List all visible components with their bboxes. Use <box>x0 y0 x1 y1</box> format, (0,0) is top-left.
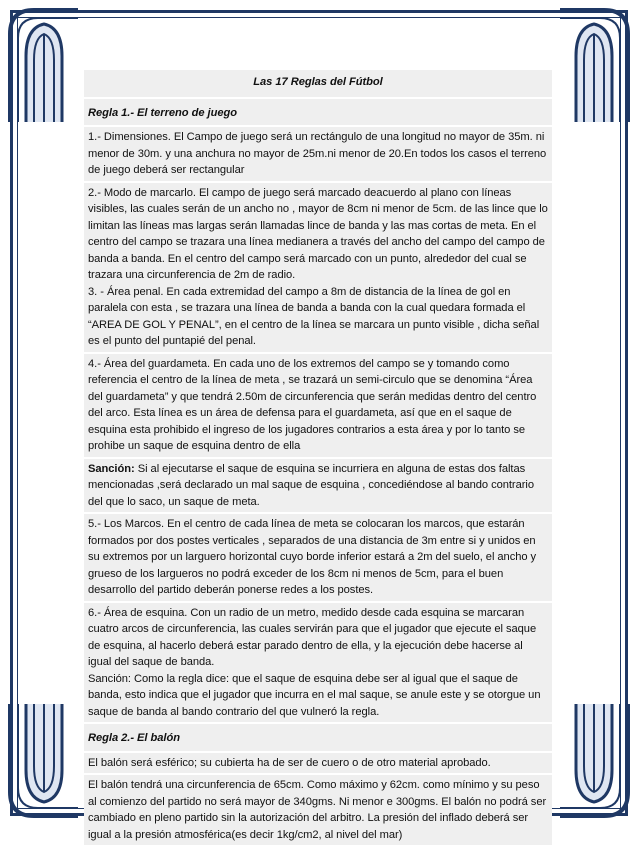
paragraph-balon-medidas: El balón tendrá una circunferencia de 65cm. Como máximo y 62cm. como mínimo y su peso al comienzo del partido no será mayor de 340gms. Ni menor e 300gms. El balón no podrá ser cambiado en pleno partido sin la autorización del arbitro. La presión del inflado deberá ser igual a la presión atmosférica(es decir 1kg/cm2, al nivel del mar) <box>84 775 552 847</box>
paragraph-area-esquina: 6.- Área de esquina. Con un radio de un metro, medido desde cada esquina se marcaran cuatro arcos de circunferencia, las cuales servirán para que el jugador que ejecute el saque de esquina, al hacerlo deberá estar parado dentro de ella, y la ejecución debe hacerse al igual del saque de banda. <box>88 606 537 668</box>
sancion-label: Sanción: <box>88 462 135 475</box>
document-title: Las 17 Reglas del Fútbol <box>84 70 552 99</box>
paragraph-area-guardameta: 4.- Área del guardameta. En cada uno de los extremos del campo se y tomando como referencia el centro de la línea de meta , se trazará un semi-circulo que se denomina “Área del guardameta” y que tendrá 2.50m de circunferencia que serán medidas dentro del centro del arco. Esta línea es un área de defensa para el guardameta, así que en el saque de esquina esta prohibido el ingreso de los jugadores contrarios a esta área y por lo tanto se prohibe un saque de esquina dentro de ella <box>84 354 552 459</box>
paragraph-block-marcado <box>84 183 552 354</box>
paragraph-sancion <box>84 459 552 515</box>
sancion-text: Si al ejecutarse el saque de esquina se incurriera en alguna de estas dos faltas mencionadas ,será declarado un mal saque de esquina , concediéndose al bando contrario del que lo saco, un saque de meta. <box>88 462 534 508</box>
paragraph-esquina-sancion: Sanción: Como la regla dice: que el saque de esquina debe ser al igual que el saque de banda, esto indica que el jugador que incurra en el mal saque, se anule este y se otorgue un saque de banda al bando contrario del que vulneró la regla. <box>88 672 541 718</box>
paragraph-block-esquina <box>84 603 552 725</box>
paragraph-dimensiones: 1.- Dimensiones. El Campo de juego será un rectángulo de una longitud no mayor de 35m. ni menor de 30m. y una anchura no mayor de 25m.ni menor de 20.En todos los casos el terreno de juego deberá ser rectangular <box>84 127 552 183</box>
paragraph-modo-de-marcarlo: 2.- Modo de marcarlo. El campo de juego será marcado deacuerdo al plano con líneas visibles, las cuales serán de un ancho no , mayor de 8cm ni menor de 5cm. de las lince que lo limitan las líneas mas largas serán llamadas lince de banda y las mas cortas de meta. En el centro del campo se trazara una línea medianera a través del ancho del campo del campo de banda a banda. En el centro del campo será marcado con un punto, alrededor del cual se trazara una circunferencia de 2m de radio. <box>88 186 548 281</box>
paragraph-area-penal: 3. - Área penal. En cada extremidad del campo a 8m de distancia de la línea de gol en paralela con esta , se trazara una línea de banda a banda con la cual quedara formada el “AREA DE GOL Y PENAL”, en el centro de la línea se marcara un punto visible , dicha señal es el punto del puntapié del penal. <box>88 285 540 347</box>
document-body <box>84 70 552 847</box>
paragraph-los-marcos: 5.- Los Marcos. En el centro de cada línea de meta se colocaran los marcos, que estarán formados por dos postes verticales , separados de una distancia de 3m entre si y unidos en su extremos por un larguero horizontal cuyo borde inferior estará a 2m del suelo, el ancho y grueso de los largueros no podrá exceder de los 8cm ni menos de 5cm, para el buen desarrollo del partido deberán ponerse redes a los postes. <box>84 514 552 603</box>
paragraph-balon-esferico: El balón será esférico; su cubierta ha de ser de cuero o de otro material aprobado. <box>84 753 552 776</box>
corner-ornament-icon <box>4 4 80 124</box>
rule-1-heading: Regla 1.- El terreno de juego <box>84 99 552 128</box>
corner-ornament-icon <box>558 702 634 822</box>
rule-2-heading: Regla 2.- El balón <box>84 724 552 753</box>
corner-ornament-icon <box>558 4 634 124</box>
corner-ornament-icon <box>4 702 80 822</box>
